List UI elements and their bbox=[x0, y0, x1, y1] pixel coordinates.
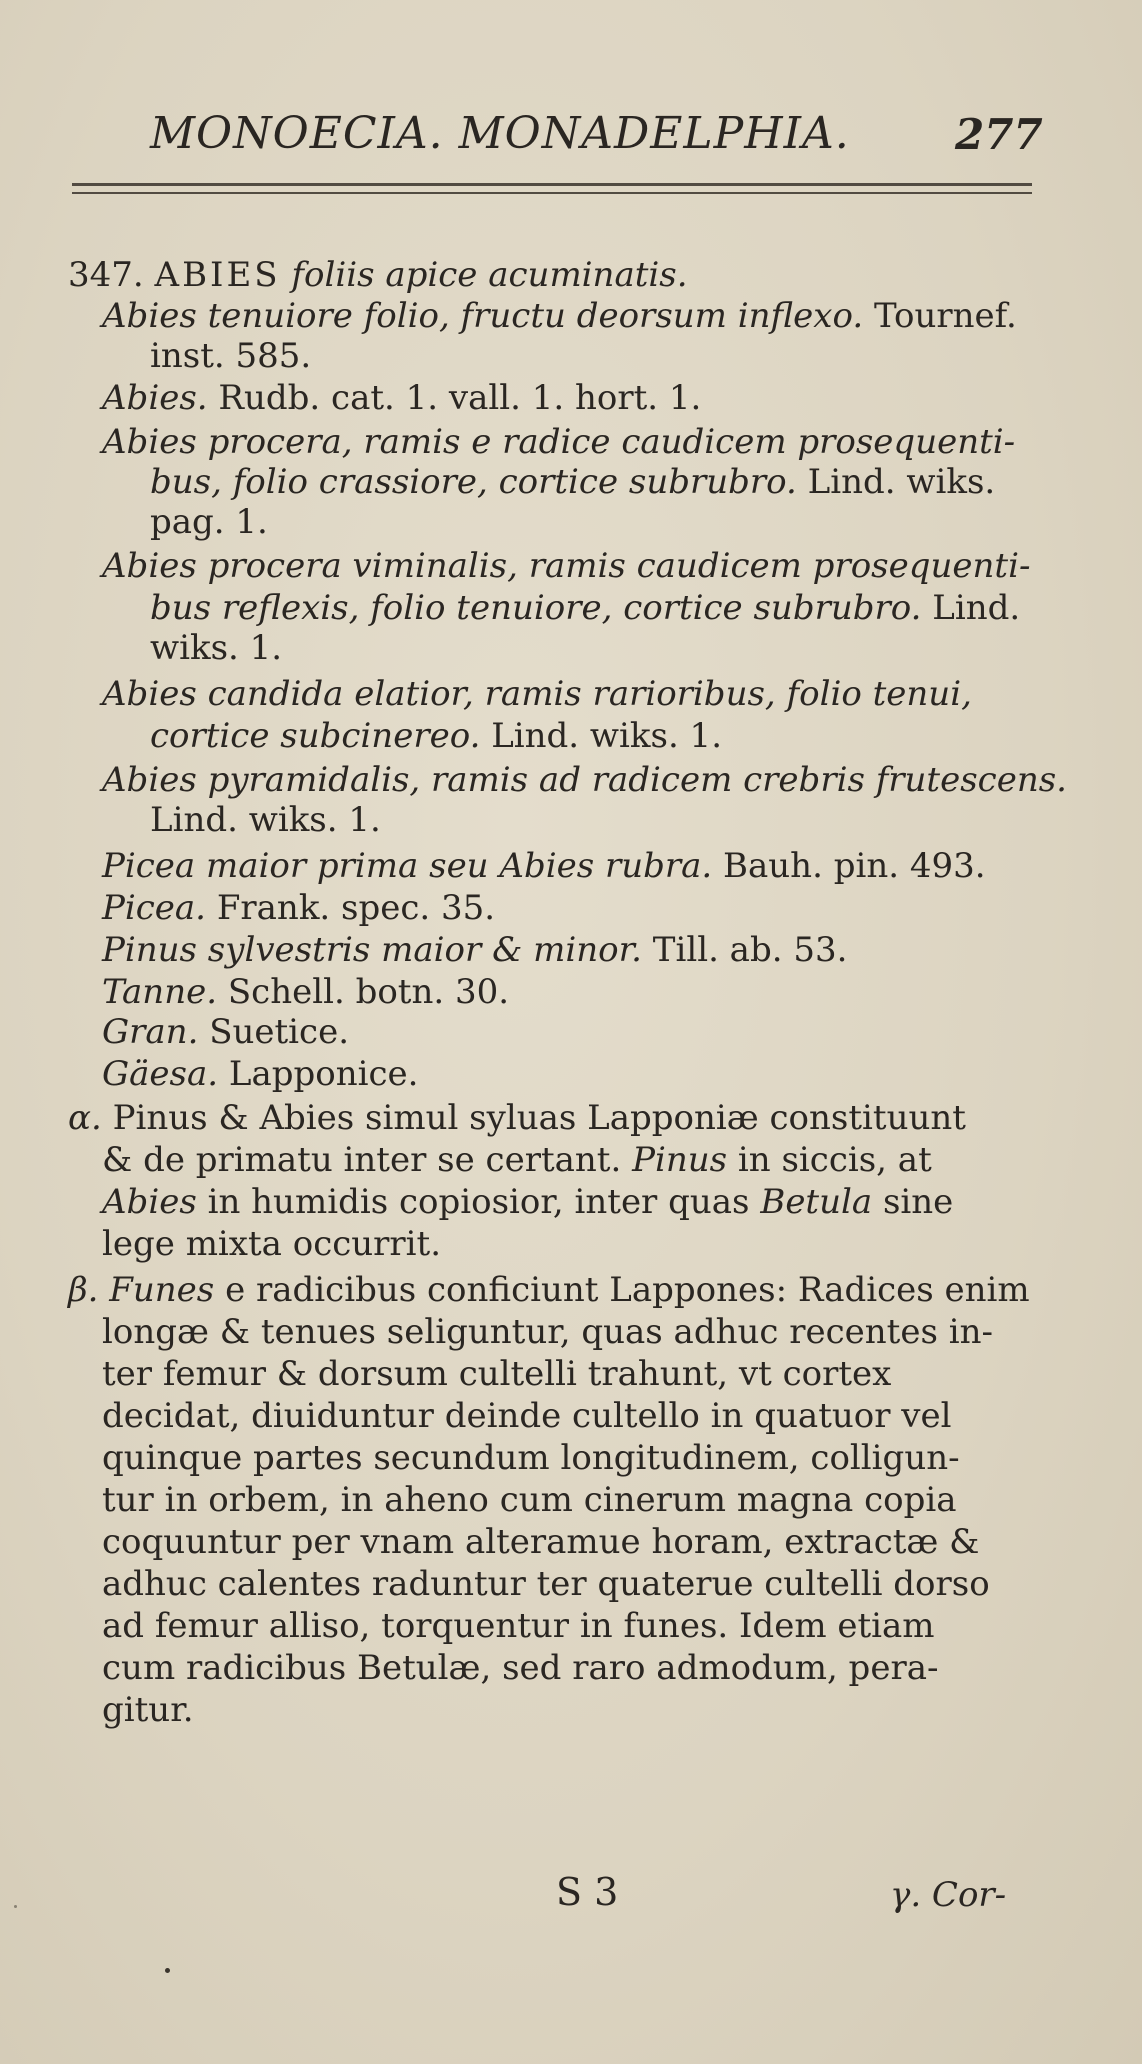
note-text: coquuntur per vnam alteramue horam, extractæ & bbox=[102, 1522, 980, 1562]
note-text: tur in orbem, in aheno cum cinerum magna copia bbox=[102, 1480, 957, 1520]
synonym-name: Abies tenuiore folio, fructu deorsum inflexo. bbox=[102, 296, 864, 336]
note-text: in siccis, at bbox=[737, 1140, 932, 1180]
vernacular-language: Lapponice. bbox=[228, 1054, 419, 1094]
synonym-line bbox=[102, 378, 701, 418]
note-text: Pinus & Abies simul syluas Lapponiæ constituunt bbox=[112, 1098, 966, 1138]
synonym-line bbox=[102, 422, 1015, 462]
synonym-line bbox=[102, 972, 509, 1012]
note-beta-line bbox=[102, 1606, 935, 1646]
synonym-name: Abies. bbox=[102, 378, 208, 418]
note-italic: Pinus bbox=[632, 1140, 728, 1180]
note-text: adhuc calentes raduntur ter quaterue cultelli dorso bbox=[102, 1564, 990, 1604]
note-beta-line bbox=[102, 1690, 194, 1730]
vernacular-language: Suetice. bbox=[209, 1012, 350, 1052]
synonym-citation: Tournef. bbox=[873, 296, 1017, 336]
synonym-line bbox=[102, 1012, 349, 1052]
note-text: decidat, diuiduntur deinde cultello in quatuor vel bbox=[102, 1396, 952, 1436]
synonym-line bbox=[150, 800, 381, 840]
synonym-citation: pag. 1. bbox=[150, 502, 268, 542]
note-text: e radicibus conficiunt Lappones: Radices enim bbox=[225, 1270, 1030, 1310]
note-italic: Funes bbox=[109, 1270, 215, 1310]
synonym-line bbox=[150, 588, 1020, 628]
entry-diagnosis: foliis apice acuminatis. bbox=[291, 255, 688, 295]
note-alpha-line bbox=[68, 1098, 966, 1138]
synonym-name: Abies candida elatior, ramis rarioribus, folio tenui, bbox=[102, 674, 972, 714]
synonym-line bbox=[102, 888, 495, 928]
synonym-name: cortice subcinereo. bbox=[150, 716, 481, 756]
note-text: ter femur & dorsum cultelli trahunt, vt cortex bbox=[102, 1354, 892, 1394]
note-alpha-line bbox=[102, 1182, 953, 1222]
catchword: γ. Cor- bbox=[890, 1875, 1007, 1915]
synonym-line bbox=[102, 760, 1067, 800]
entry-number: 347. bbox=[68, 255, 144, 295]
synonym-line bbox=[102, 1054, 418, 1094]
synonym-citation: Lind. wiks. bbox=[807, 462, 996, 502]
synonym-line bbox=[150, 502, 268, 542]
note-text: cum radicibus Betulæ, sed raro admodum, pera- bbox=[102, 1648, 939, 1688]
note-alpha-line bbox=[102, 1224, 441, 1264]
note-beta-line bbox=[102, 1564, 990, 1604]
page-number: 277 bbox=[955, 110, 1043, 159]
signature-mark: S 3 bbox=[556, 1870, 619, 1914]
vernacular-name: Gran. bbox=[102, 1012, 199, 1052]
running-head-title: MONOECIA. MONADELPHIA. bbox=[150, 108, 850, 159]
synonym-name: Abies procera, ramis e radice caudicem prosequenti- bbox=[102, 422, 1016, 462]
note-marker: β. bbox=[68, 1270, 99, 1310]
note-text: lege mixta occurrit. bbox=[102, 1224, 442, 1264]
synonym-citation: Lind. wiks. 1. bbox=[150, 800, 381, 840]
note-text: quinque partes secundum longitudinem, colligun- bbox=[102, 1438, 960, 1478]
synonym-line bbox=[150, 336, 311, 376]
synonym-citation: Frank. spec. 35. bbox=[216, 888, 496, 928]
vernacular-name: Gäesa. bbox=[102, 1054, 219, 1094]
note-beta-line bbox=[102, 1480, 957, 1520]
synonym-name: bus reflexis, folio tenuiore, cortice subrubro. bbox=[150, 588, 922, 628]
note-beta-line bbox=[68, 1270, 1030, 1310]
genus-name: ABIES bbox=[154, 255, 281, 295]
synonym-name: Abies pyramidalis, ramis ad radicem crebris frutescens. bbox=[102, 760, 1067, 800]
synonym-name: Pinus sylvestris maior & minor. bbox=[102, 930, 642, 970]
synonym-citation: Till. ab. 53. bbox=[652, 930, 848, 970]
entry-heading bbox=[68, 255, 688, 295]
ink-speck bbox=[165, 1968, 170, 1973]
note-beta-line bbox=[102, 1522, 979, 1562]
synonym-citation: Lind. bbox=[932, 588, 1021, 628]
synonym-name: bus, folio crassiore, cortice subrubro. bbox=[150, 462, 797, 502]
synonym-line bbox=[102, 674, 972, 714]
synonym-name: Picea maior prima seu Abies rubra. bbox=[102, 846, 713, 886]
synonym-line bbox=[150, 628, 282, 668]
synonym-line bbox=[102, 296, 1017, 336]
synonym-line bbox=[102, 846, 986, 886]
synonym-citation: Lind. wiks. 1. bbox=[491, 716, 722, 756]
note-text: & de primatu inter se certant. bbox=[102, 1140, 622, 1180]
note-beta-line bbox=[102, 1354, 891, 1394]
synonym-name: Abies procera viminalis, ramis caudicem prosequenti- bbox=[102, 546, 1031, 586]
vernacular-name: Tanne. bbox=[102, 972, 218, 1012]
synonym-citation: Rudb. cat. 1. vall. 1. hort. 1. bbox=[218, 378, 702, 418]
ink-speck bbox=[14, 1905, 17, 1908]
note-italic: Abies bbox=[102, 1182, 197, 1222]
note-text: sine bbox=[882, 1182, 954, 1222]
note-italic: Betula bbox=[760, 1182, 873, 1222]
note-beta-line bbox=[102, 1396, 952, 1436]
vernacular-language: Schell. botn. 30. bbox=[227, 972, 510, 1012]
synonym-line bbox=[102, 930, 847, 970]
note-beta-line bbox=[102, 1438, 960, 1478]
note-beta-line bbox=[102, 1648, 938, 1688]
note-alpha-line bbox=[102, 1140, 932, 1180]
synonym-citation: inst. 585. bbox=[150, 336, 312, 376]
synonym-citation: wiks. 1. bbox=[150, 628, 283, 668]
note-beta-line bbox=[102, 1312, 993, 1352]
note-marker: α. bbox=[68, 1098, 102, 1138]
synonym-line bbox=[102, 546, 1030, 586]
synonym-line bbox=[150, 716, 722, 756]
note-text: longæ & tenues seliguntur, quas adhuc recentes in- bbox=[102, 1312, 993, 1352]
synonym-citation: Bauh. pin. 493. bbox=[723, 846, 986, 886]
note-text: ad femur alliso, torquentur in funes. Idem etiam bbox=[102, 1606, 935, 1646]
note-text: in humidis copiosior, inter quas bbox=[207, 1182, 750, 1222]
synonym-line bbox=[150, 462, 995, 502]
note-text: gitur. bbox=[102, 1690, 194, 1730]
synonym-name: Picea. bbox=[102, 888, 206, 928]
